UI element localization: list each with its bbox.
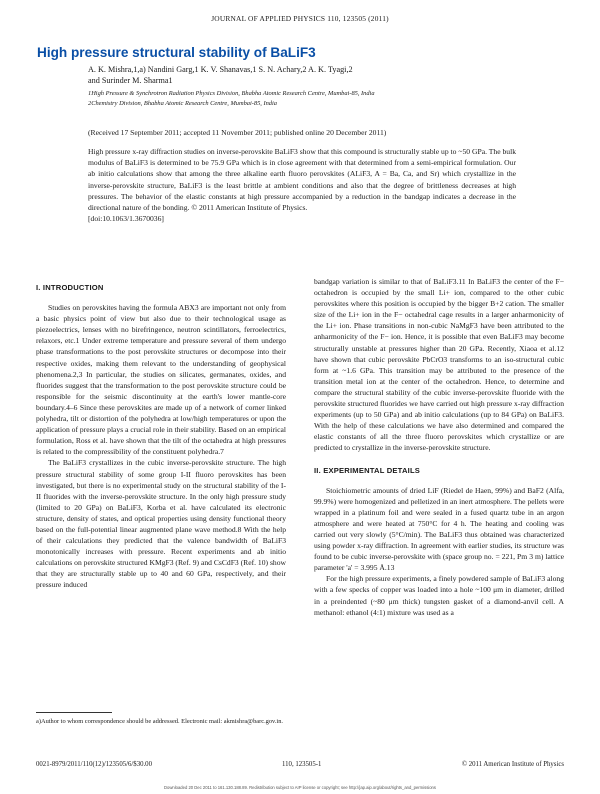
- doi[interactable]: [88, 213, 516, 224]
- abstract-text: High pressure x-ray diffraction studies on inverse-perovskite BaLiF3 show that this compound is structurally stable up to ~50 GPa. The bulk modulus of BaLiF3 is determined to be 75.9 GPa which is in close agreement with that determined from a semi-empirical formulation. Our ab initio calculations show that among the three alkaline earth fluoro perovskites (ALiF3, A = Ba, Ca, and Sr) which crystallize in the inverse-perovskite structure, BaLiF3 is the least brittle at ambient conditions and also that the degree of brittleness decreases at high pressures. The behavior of the elastic constants at high pressure accompanied by a reduction in the bandgap indicates a decrease in the directional nature of the bonding. © 2011 American Institute of Physics.: [88, 147, 516, 213]
- affiliation-1: 1High Pressure & Synchrotron Radiation Physics Division, Bhabha Atomic Research Centre, Mumbai-85, India: [88, 90, 375, 97]
- authors: [88, 64, 558, 86]
- footer-issn: 0021-8979/2011/110(12)/123505/6/$30.00: [36, 761, 152, 768]
- experimental-paragraph-1: Stoichiometric amounts of dried LiF (Riedel de Haen, 99%) and BaF2 (Alfa, 99.9%) were homogenized and pelletized in an inert atmosphere. The pellets were wrapped in a platinum foil and were sealed in a fused quartz tube in an argon atmosphere and were heated at 750°C for 4 h. The heating and cooling was carried out very slowly (5°C/min). The BaLiF3 thus obtained was characterized using powder x-ray diffraction. In agreement with earlier studies, its structure was found to be cubic inverse-perovskite with (space group no. = 221, Pm 3 m) lattice parameter 'a' = 3.995 Å.13: [314, 485, 564, 573]
- authors-line-1: A. K. Mishra,1,a) Nandini Garg,1 K. V. Shanavas,1 S. N. Achary,2 A. K. Tyagi,2: [88, 65, 353, 74]
- affiliation-2: 2Chemistry Division, Bhabha Atomic Research Centre, Mumbai-85, India: [88, 100, 277, 107]
- section-heading-introduction: I. INTRODUCTION: [36, 283, 104, 292]
- journal-header: JOURNAL OF APPLIED PHYSICS 110, 123505 (2011): [211, 14, 389, 23]
- download-notice: Downloaded 20 Dec 2011 to 161.130.188.89. Redistribution subject to AIP license or copyright; see http://jap.aip.org/about/rights_and_permissions: [164, 785, 436, 790]
- left-column: [36, 276, 286, 591]
- intro-paragraph-2: The BaLiF3 crystallizes in the cubic inverse-perovskite structure. The high pressure structural stability of some group I-II fluoro perovskites has been investigated, but there is no experimental study on the structural stability of the I-II fluorides with the inverse-perovskite structure. In the only high pressure study (limited to 20 GPa) on BaLiF3, Korba et al. have calculated its electronic structure, density of states, and optical properties using density functional theory based on the full-potential linear augmented plane wave method.8 With the help of their calculations they predicted that the valence bandwidth of BaLiF3 monotonically increases with pressure. Recent experiments and ab initio calculations on perovskite structured KMgF3 (Ref. 9) and CsCdF3 (Ref. 10) show that they are structurally stable up to 40 and 60 GPa, respectively, and their pressure induced: [36, 458, 286, 590]
- received-dates: (Received 17 September 2011; accepted 11 November 2011; published online 20 December 2011): [88, 128, 387, 137]
- right-column: [314, 276, 564, 618]
- authors-line-2: and Surinder M. Sharma1: [88, 76, 173, 85]
- section-heading-experimental: II. EXPERIMENTAL DETAILS: [314, 465, 421, 475]
- article-title: High pressure structural stability of BaLiF3: [37, 45, 316, 60]
- experimental-paragraph-2: For the high pressure experiments, a finely powdered sample of BaLiF3 along with a few specks of copper was loaded into a hole ~100 μm in diameter, drilled in a preindented (~80 μm thick) tungsten gasket of a diamond-anvil cell. A methanol: ethanol (4:1) mixture was used as a: [314, 574, 564, 617]
- footnote: a)Author to whom correspondence should be addressed. Electronic mail: akmishra@barc.gov.in.: [36, 718, 283, 725]
- footnote-divider: [36, 712, 112, 713]
- intro-paragraph-3: bandgap variation is similar to that of BaLiF3.11 In BaLiF3 the center of the F− octahedron is occupied by the small Li+ ion, compared to the other cubic perovskites where this position is occupied by the bigger B+2 cation. The smaller size of the Li+ ion in the F− octahedral cage results in a larger anharmonicity of the Li+ ion. Phase transitions in non-cubic NaMgF3 have been attributed to the anharmonicity of the F− ion. Hence, it is possible that even BaLiF3 may become structurally unstable at pressures higher than 20 GPa. Recently, Xiaoa et al.12 have shown that cubic perovskite PbCrO3 transforms to an iso-structural cubic form at ~1.6 GPa. This transition may be attributed to the presence of the transition metal ion at the center of the octahedron. Hence, to determine and compare the structural stability of the cubic inverse-perovskite fluoride with the perovskite structured fluorides we have carried out high pressure x-ray diffraction experiments (up to 50 GPa) and ab initio calculations (up to 84 GPa) on BaLiF3. With the help of these calculations we have also determined and compared the elastic constants of all the three fluoro perovskites which crystallize or are predicted to crystallize in the inverse-perovskite structure.: [314, 277, 564, 453]
- footer-page-number: 110, 123505-1: [282, 761, 322, 768]
- intro-paragraph-1: Studies on perovskites having the formula ABX3 are important not only from a basic physics point of view but also due to their technological usage as piezoelectrics, lenses with no birefringence, neutron scintillators, ferroelectrics, relaxors, etc.1 Under extreme temperature and pressure several of them undergo phase transformations to the post perovskite structures or decompose into their respective oxides, making them relevant to the understanding of geophysical phenomena.2,3 In particular, the studies on silicates, germanates, oxides, and fluorides suggest that the transformation to the post perovskite structure could be responsible for the seismic discontinuity at the earth's lower mantle-core boundary.4–6 Since these perovskites are made up of a network of corner linked polyhedra, tilt or distortion of the polyhedra at low/high temperatures or upon the application of pressure plays a crucial role in their stability. Based on an empirical formulation, Ross et al. have shown that the tilt of the octahedra at high pressures is related to the compressibility of the constituent polyhedra.7: [36, 303, 286, 457]
- footer-copyright: © 2011 American Institute of Physics: [461, 761, 564, 768]
- abstract: [88, 146, 516, 224]
- doi-link[interactable]: [doi:10.1063/1.3670036]: [88, 214, 164, 224]
